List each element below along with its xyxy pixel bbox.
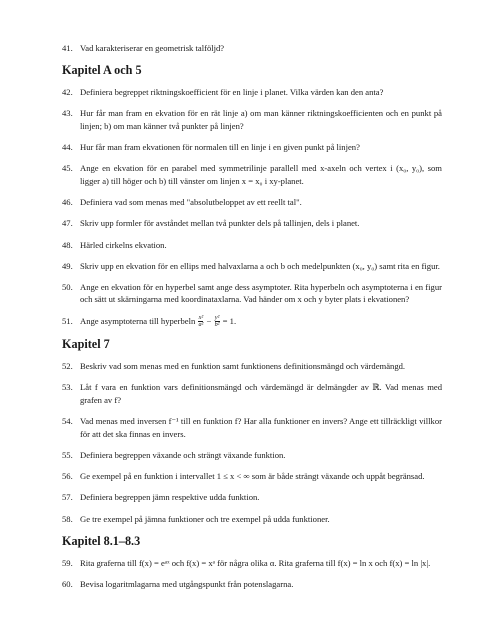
question-50	[62, 281, 442, 306]
question-number: 43.	[62, 108, 73, 119]
section-heading-kapitel-8: Kapitel 8.1–8.3	[62, 533, 141, 548]
question-number: 59.	[62, 557, 73, 568]
question-59	[62, 557, 442, 570]
question-number: 45.	[62, 163, 73, 174]
question-43	[62, 107, 442, 132]
fraction-y-over-b	[215, 315, 220, 329]
question-42	[62, 86, 442, 99]
question-text: Ge exempel på en funktion i intervallet 1 ≤ x < ∞ som är både strängt växande och uppåt begränsad.	[80, 471, 425, 482]
question-text: Hur får man fram ekvationen för normalen till en linje i en given punkt på linjen?	[80, 142, 360, 153]
question-56	[62, 470, 442, 483]
question-number: 60.	[62, 578, 73, 589]
question-text: Skriv upp en ekvation för en ellips med halvaxlarna a och b och medelpunkten (x₀, y₀) samt rita en figur.	[80, 260, 440, 271]
question-number: 49.	[62, 260, 73, 271]
question-58	[62, 513, 442, 526]
question-60	[62, 578, 442, 591]
question-51	[62, 315, 442, 329]
question-text: Vad menas med inversen f⁻¹ till en funktion f? Har alla funktioner en invers? Ange ett tillräckligt villkor för att det ska finnas en invers.	[80, 416, 442, 439]
question-text: Beskriv vad som menas med en funktion samt funktionens definitionsmängd och värdemängd.	[80, 361, 406, 372]
question-52	[62, 360, 442, 373]
question-text: Härled cirkelns ekvation.	[80, 239, 167, 250]
question-number: 46.	[62, 197, 73, 208]
question-text: Ange en ekvation för en hyperbel samt ange dess asymptoter. Rita hyperbeln och asymptoterna i en figur och sätt ut skärningarna med koordinataxlarna. Vad händer om x och y byter plats i ekvationen?	[80, 281, 442, 305]
question-number: 53.	[62, 382, 73, 393]
question-number: 47.	[62, 218, 73, 229]
question-47	[62, 217, 442, 230]
question-number: 48.	[62, 239, 73, 250]
question-text: Skriv upp formler för avståndet mellan två punkter dels på tallinjen, dels i planet.	[80, 218, 360, 229]
question-number: 56.	[62, 471, 73, 482]
question-55	[62, 449, 442, 462]
fraction-denominator: a²	[198, 321, 204, 329]
fraction-x-over-a	[198, 315, 203, 329]
question-text: Definiera begreppet riktningskoefficient för en linje i planet. Vilka värden kan den anta?	[80, 87, 384, 98]
question-number: 54.	[62, 416, 73, 427]
question-46	[62, 196, 442, 209]
question-text	[80, 315, 442, 329]
section-heading-kapitel-a-och-5: Kapitel A och 5	[62, 63, 142, 78]
fraction-numerator: y²	[214, 313, 220, 321]
question-list	[62, 42, 442, 599]
question-53	[62, 381, 442, 406]
question-text: Definiera begreppen växande och strängt växande funktion.	[80, 450, 286, 461]
fraction-denominator: b²	[214, 321, 220, 329]
question-number: 52.	[62, 361, 73, 372]
fraction-numerator: x²	[198, 313, 204, 321]
question-text: Ge tre exempel på jämna funktioner och tre exempel på udda funktioner.	[80, 513, 330, 524]
question-text: Definiera vad som menas med "absolutbeloppet av ett reellt tal".	[80, 197, 302, 208]
question-44	[62, 141, 442, 154]
question-text: Bevisa logaritmlagarna med utgångspunkt från potenslagarna.	[80, 578, 294, 589]
question-text-lead: Ange asymptoterna till hyperbeln	[80, 315, 196, 326]
question-54	[62, 415, 442, 440]
question-number: 42.	[62, 87, 73, 98]
question-number: 50.	[62, 281, 73, 292]
question-45	[62, 162, 442, 187]
question-number: 51.	[62, 315, 73, 326]
question-text: Rita graferna till f(x) = eᵃˣ och f(x) = xᵃ för några olika α. Rita graferna till f(x) = ln x och f(x) = ln |x|.	[80, 557, 431, 568]
question-number: 44.	[62, 142, 73, 153]
question-text: Vad karakteriserar en geometrisk talföljd?	[80, 43, 225, 53]
question-number: 57.	[62, 492, 73, 503]
question-text: Låt f vara en funktion vars definitionsmängd och värdemängd är delmängder av ℝ. Vad menas med grafen av f?	[80, 382, 442, 406]
question-41	[62, 42, 442, 55]
question-48	[62, 239, 442, 252]
question-49	[62, 260, 442, 273]
question-text: Hur får man fram en ekvation för en rät linje a) om man känner riktningskoefficienten och en punkt på linjen; b) om man känner två punkter på linjen?	[80, 108, 442, 131]
question-number: 55.	[62, 450, 73, 461]
question-text: Definiera begreppen jämn respektive udda funktion.	[80, 492, 260, 503]
question-number: 41.	[62, 43, 73, 53]
question-57	[62, 491, 442, 504]
question-text-tail: = 1.	[222, 315, 237, 326]
question-number: 58.	[62, 513, 73, 524]
question-text: Ange en ekvation för en parabel med symmetrilinje parallell med x-axeln och vertex i (x₀, y₀), som ligger a) till höger och b) till vänster om linjen x = x₀ i xy-planet.	[80, 163, 442, 186]
minus-sign: −	[206, 315, 212, 326]
section-heading-kapitel-7: Kapitel 7	[62, 337, 110, 352]
